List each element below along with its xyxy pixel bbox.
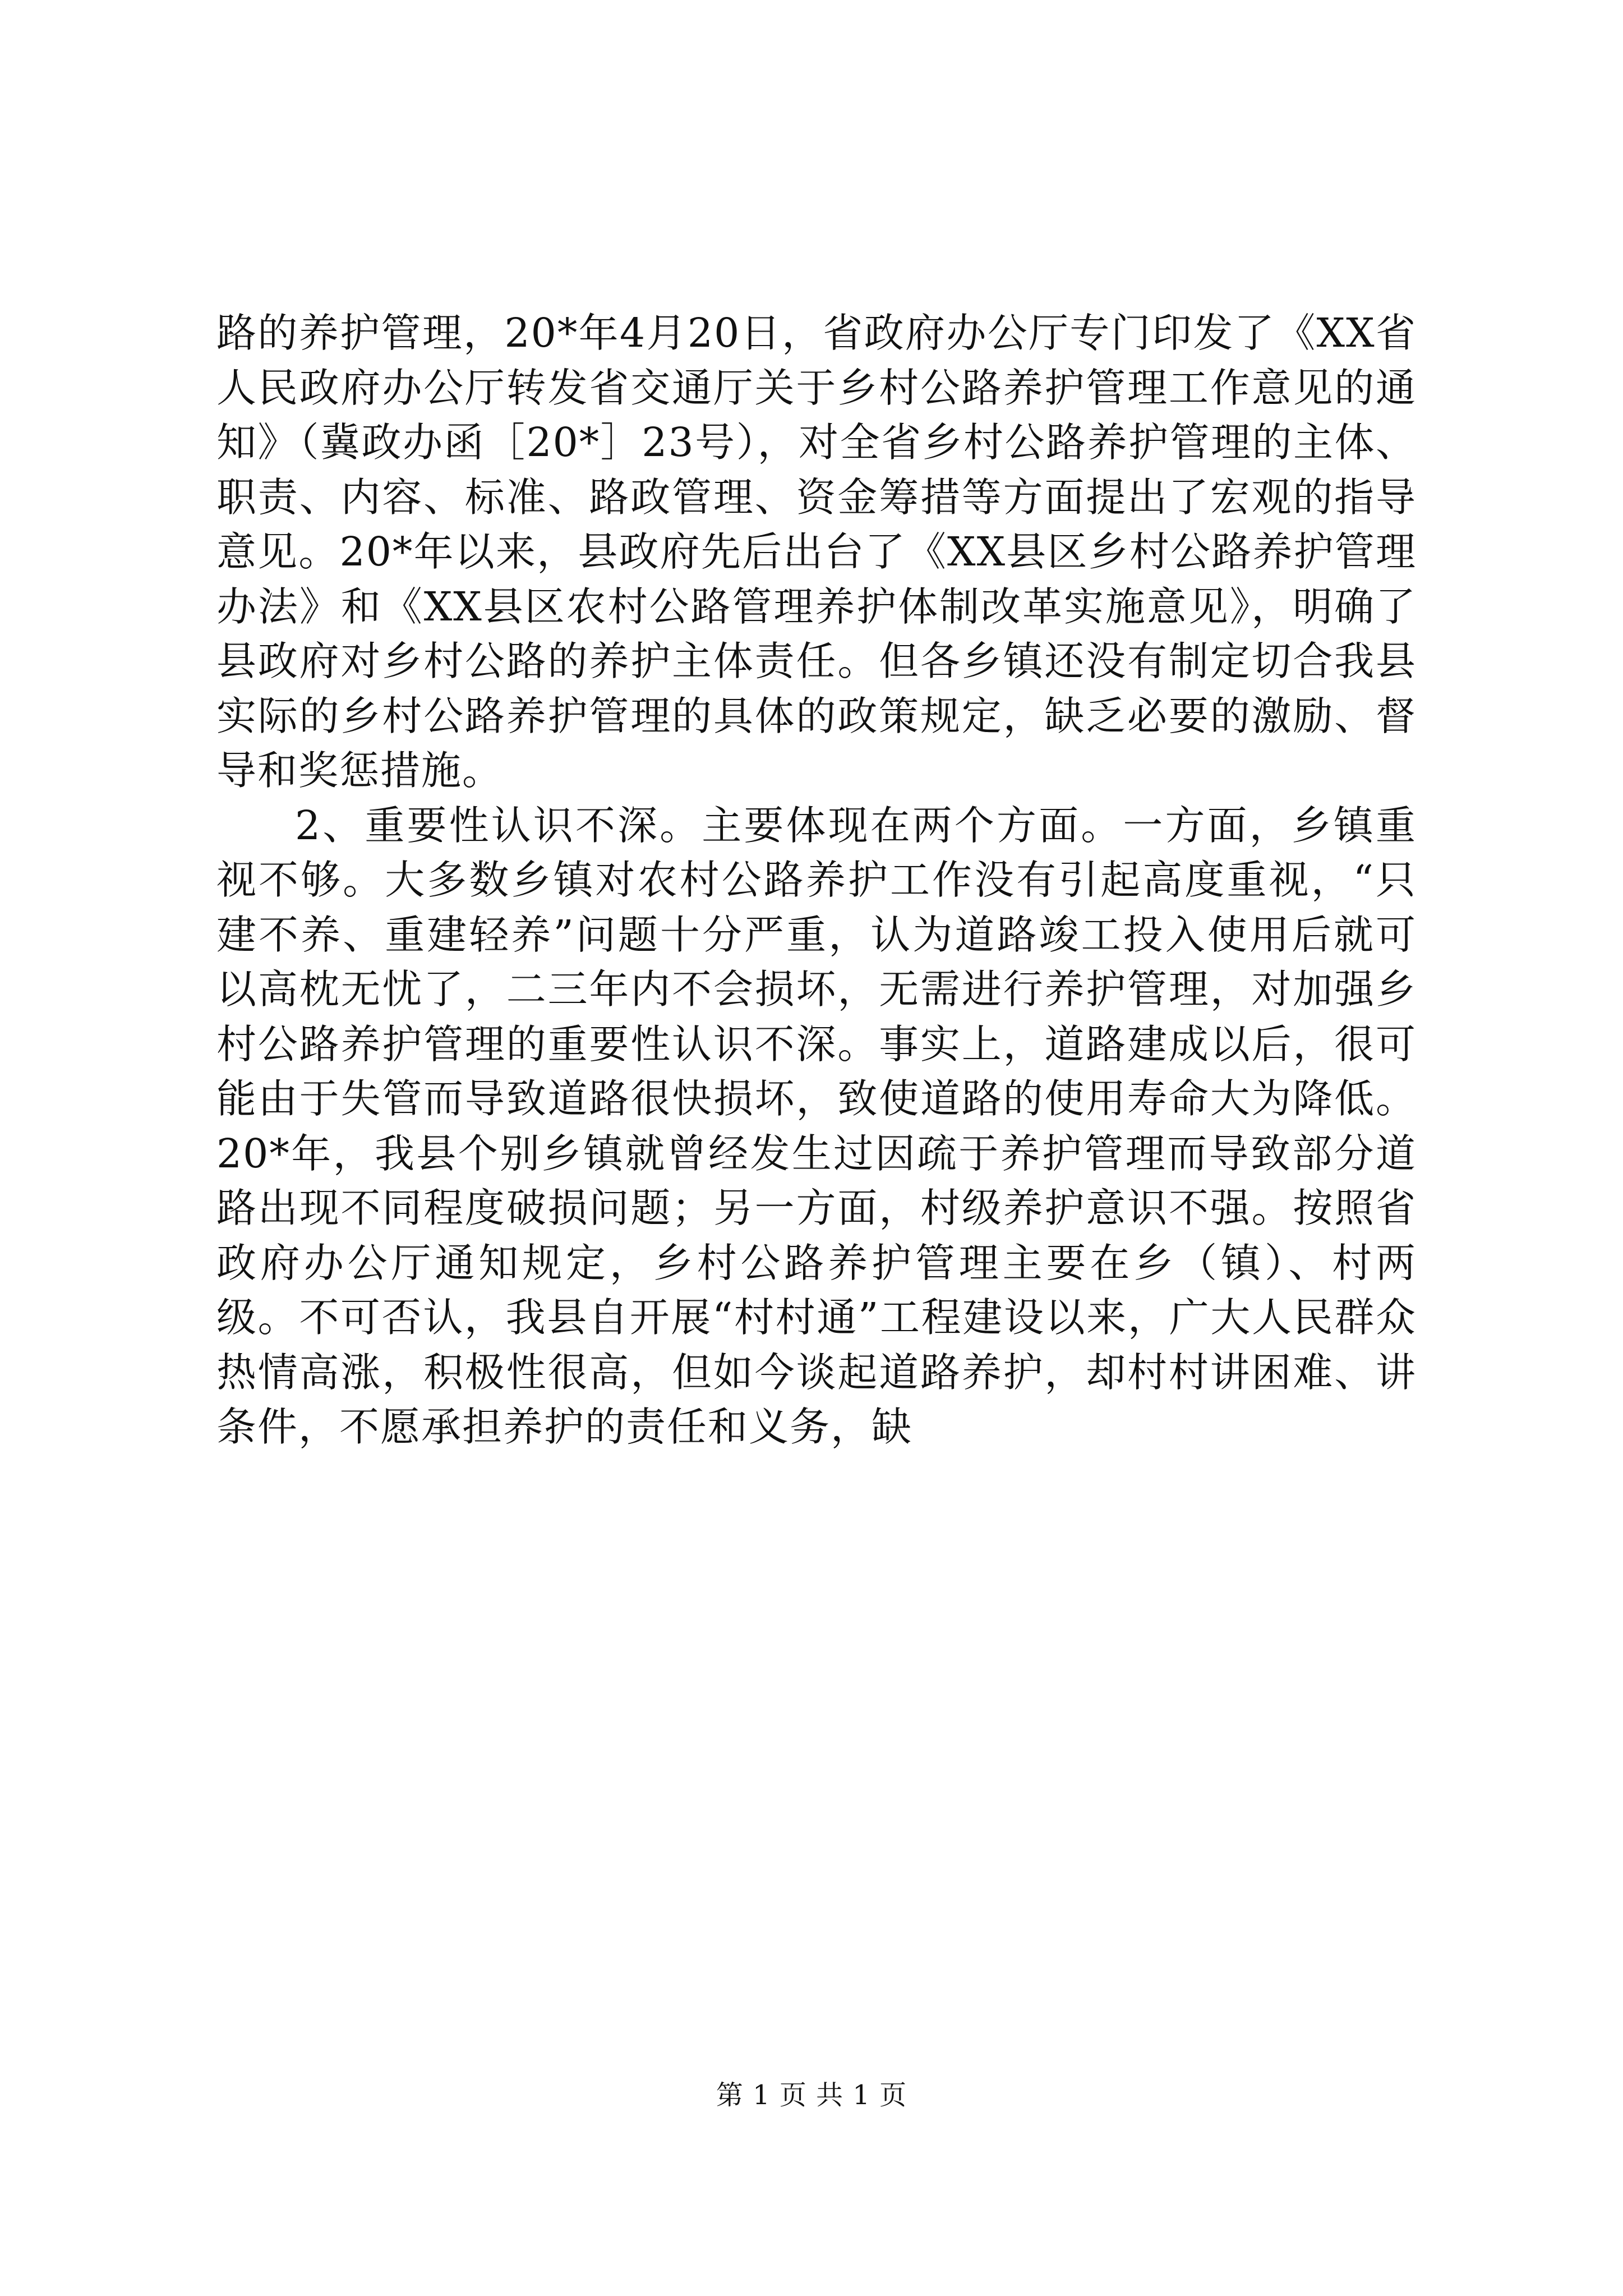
page-footer: 第 1 页 共 1 页 (716, 2079, 907, 2111)
paragraph-1: 路的养护管理，20*年4月20日，省政府办公厅专门印发了《XX省人民政府办公厅转发省交通厅关于乡村公路养护管理工作意见的通知》（冀政办函［20*］23号），对全省乡村公路养护管理的主体、职责、内容、标准、路政管理、资金筹措等方面提出了宏观的指导意见。20*年以来，县政府先后出台了《XX县区乡村公路养护管理办法》和《XX县区农村公路管理养护体制改革实施意见》，明确了县政府对乡村公路的养护主体责任。但各乡镇还没有制定切合我县实际的乡村公路养护管理的具体的政策规定，缺乏必要的激励、督导和奖惩措施。 (216, 310, 1417, 794)
document-body (216, 306, 1417, 1455)
paragraph-2: 2、重要性认识不深。主要体现在两个方面。一方面，乡镇重视不够。大多数乡镇对农村公路养护工作没有引起高度重视，“只建不养、重建轻养”问题十分严重，认为道路竣工投入使用后就可以高枕无忧了，二三年内不会损坏，无需进行养护管理，对加强乡村公路养护管理的重要性认识不深。事实上，道路建成以后，很可能由于失管而导致道路很快损坏，致使道路的使用寿命大为降低。20*年，我县个别乡镇就曾经发生过因疏于养护管理而导致部分道路出现不同程度破损问题；另一方面，村级养护意识不强。按照省政府办公厅通知规定，乡村公路养护管理主要在乡（镇）、村两级。不可否认，我县自开展“村村通”工程建设以来，广大人民群众热情高涨，积极性很高，但如今谈起道路养护，却村村讲困难、讲条件，不愿承担养护的责任和义务，缺 (216, 802, 1417, 1450)
